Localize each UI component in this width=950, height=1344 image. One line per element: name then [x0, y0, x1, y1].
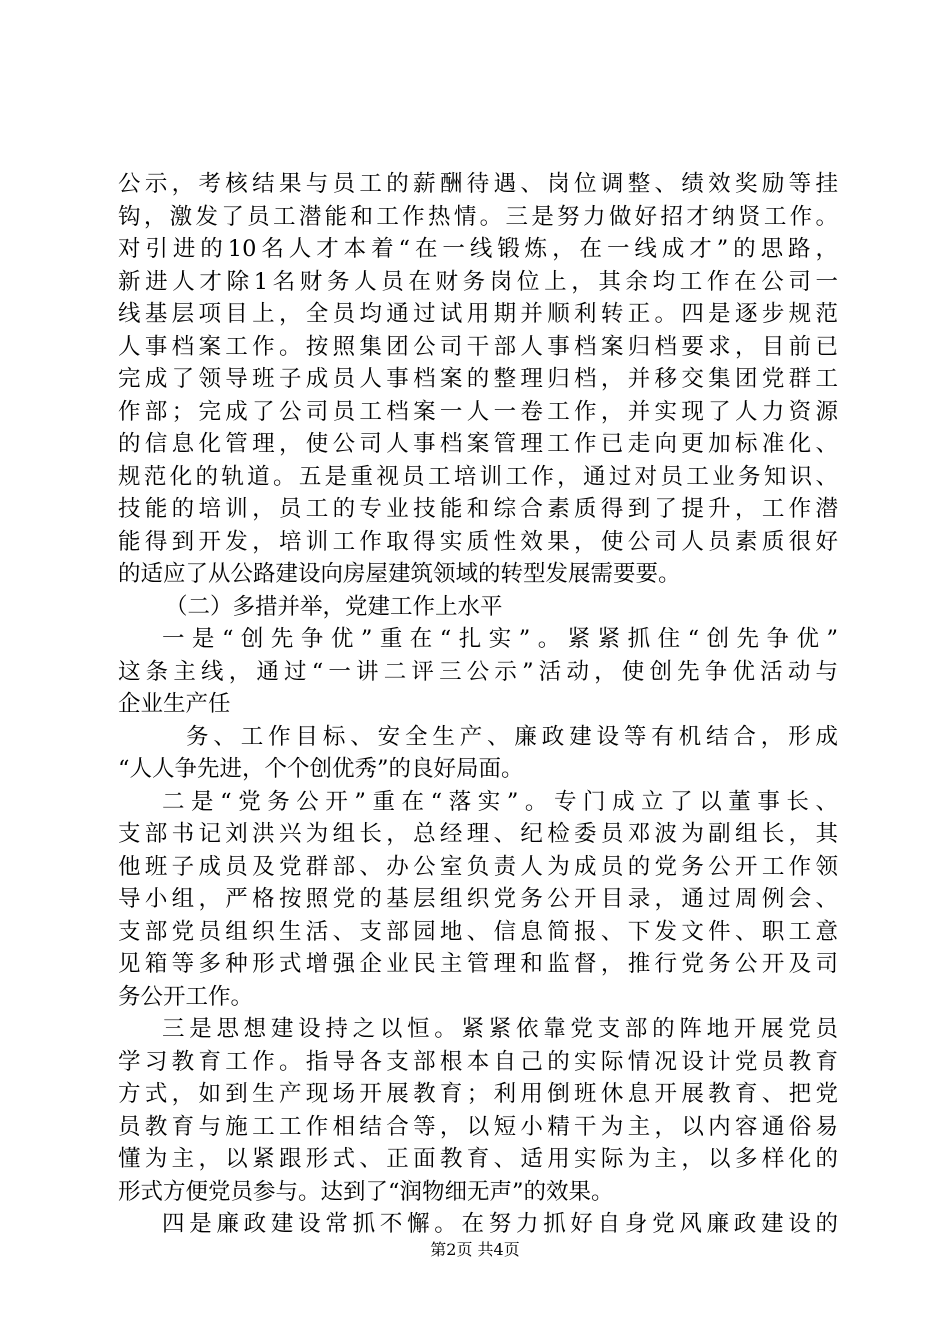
- text-line: 四是廉政建设常抓不懈。在努力抓好自身党风廉政建设的: [162, 1211, 838, 1237]
- text-line: 务、工作目标、安全生产、廉政建设等有机结合，形成: [186, 723, 838, 750]
- text-line: 企业生产任: [118, 691, 231, 717]
- text-line: 技能的培训，员工的专业技能和综合素质得到了提升，工作潜: [118, 496, 838, 522]
- text-line: 支部书记刘洪兴为组长，总经理、纪检委员邓波为副组长，其: [118, 821, 838, 847]
- text-line: 见箱等多种形式增强企业民主管理和监督，推行党务公开及司: [118, 951, 838, 977]
- text-line: 的适应了从公路建设向房屋建筑领域的转型发展需要要。: [118, 561, 681, 587]
- text-line: 的信息化管理，使公司人事档案管理工作已走向更加标准化、: [118, 431, 838, 457]
- text-line: 完成了领导班子成员人事档案的整理归档，并移交集团党群工: [118, 366, 838, 392]
- text-line: 作部；完成了公司员工档案一人一卷工作，并实现了人力资源: [118, 398, 838, 425]
- text-line: 一是“创先争优”重在“扎实”。紧紧抓住“创先争优”: [162, 626, 838, 652]
- text-line: 对引进的10名人才本着“在一线锻炼，在一线成才”的思路，: [118, 236, 838, 262]
- section-heading: （二）多措并举，党建工作上水平: [165, 593, 503, 620]
- text-line: 二是“党务公开”重在“落实”。专门成立了以董事长、: [162, 788, 838, 815]
- text-line: 新进人才除1名财务人员在财务岗位上，其余均工作在公司一: [118, 268, 838, 295]
- text-line: 这条主线，通过“一讲二评三公示”活动，使创先争优活动与: [118, 658, 838, 685]
- text-line: 员教育与施工工作相结合等，以短小精干为主，以内容通俗易: [118, 1113, 838, 1140]
- text-line: 规范化的轨道。五是重视员工培训工作，通过对员工业务知识、: [118, 463, 838, 490]
- text-line: 导小组，严格按照党的基层组织党务公开目录，通过周例会、: [118, 886, 838, 912]
- text-line: 三是思想建设持之以恒。紧紧依靠党支部的阵地开展党员: [162, 1016, 838, 1042]
- text-line: 学习教育工作。指导各支部根本自己的实际情况设计党员教育: [118, 1048, 838, 1075]
- text-line: 能得到开发，培训工作取得实质性效果，使公司人员素质很好: [118, 528, 838, 555]
- text-line: 支部党员组织生活、支部园地、信息简报、下发文件、职工意: [118, 918, 838, 945]
- text-line: 他班子成员及党群部、办公室负责人为成员的党务公开工作领: [118, 853, 838, 880]
- text-line: 懂为主，以紧跟形式、正面教育、适用实际为主，以多样化的: [118, 1146, 838, 1172]
- text-line: 公示，考核结果与员工的薪酬待遇、岗位调整、绩效奖励等挂: [118, 171, 838, 197]
- text-line: 形式方便党员参与。达到了“润物细无声”的效果。: [118, 1178, 614, 1205]
- page-footer: 第2页 共4页: [430, 1240, 520, 1259]
- text-line: “人人争先进，个个创优秀”的良好局面。: [118, 756, 524, 782]
- text-line: 钩，激发了员工潜能和工作热情。三是努力做好招才纳贤工作。: [118, 203, 838, 230]
- text-line: 务公开工作。: [118, 983, 254, 1010]
- document-body: [118, 168, 838, 1241]
- text-line: 线基层项目上，全员均通过试用期并顺利转正。四是逐步规范: [118, 301, 838, 327]
- text-line: 人事档案工作。按照集团公司干部人事档案归档要求，目前已: [118, 333, 838, 360]
- text-line: 方式，如到生产现场开展教育；利用倒班休息开展教育、把党: [118, 1081, 838, 1107]
